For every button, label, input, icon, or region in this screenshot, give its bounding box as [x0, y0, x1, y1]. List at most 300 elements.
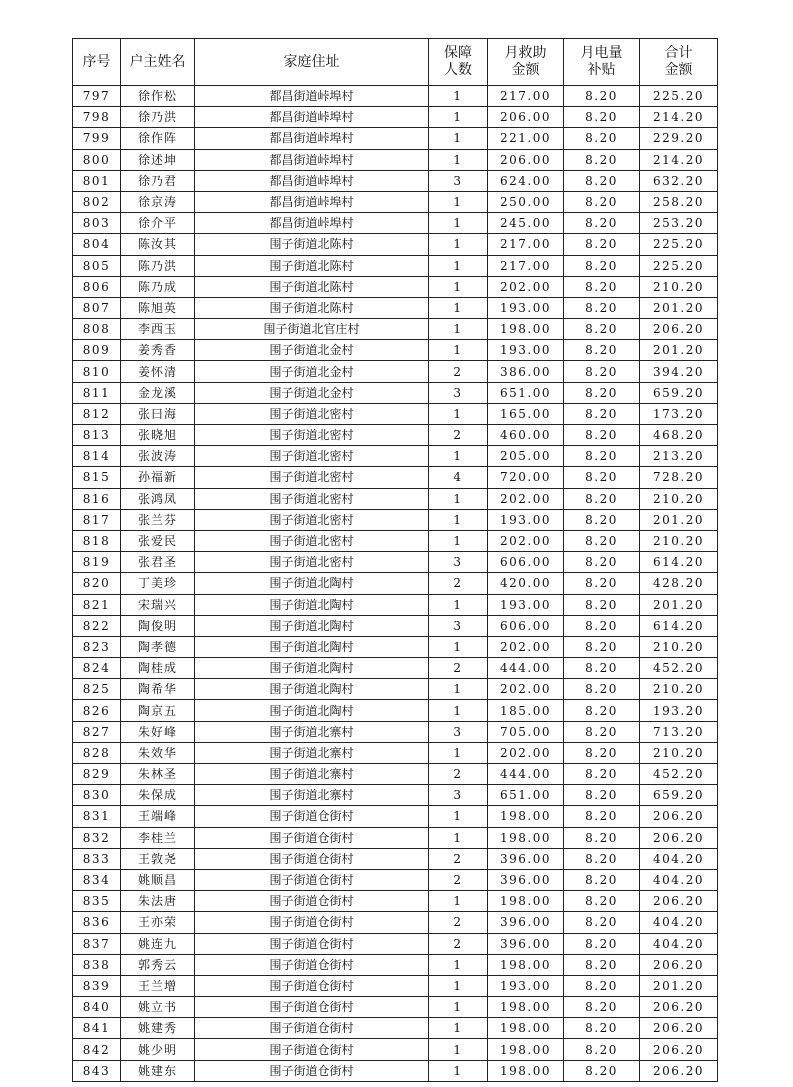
table-row — [73, 827, 718, 848]
cell-name: 陈汝其 — [121, 234, 195, 255]
cell-address: 围子街道北金村 — [195, 340, 429, 361]
cell-persons: 3 — [429, 721, 488, 742]
cell-name: 徐作阵 — [121, 128, 195, 149]
cell-total: 201.20 — [640, 297, 718, 318]
table-row — [73, 658, 718, 679]
table-row — [73, 446, 718, 467]
cell-total: 206.20 — [640, 1018, 718, 1039]
table-row — [73, 975, 718, 996]
cell-persons: 1 — [429, 403, 488, 424]
cell-name: 张晓旭 — [121, 425, 195, 446]
table-row — [73, 848, 718, 869]
cell-relief: 206.00 — [488, 107, 564, 128]
table-row — [73, 319, 718, 340]
cell-address: 围子街道仓街村 — [195, 933, 429, 954]
cell-total: 206.20 — [640, 891, 718, 912]
header-relief-line1: 月救助 — [504, 45, 547, 61]
cell-elec: 8.20 — [564, 806, 640, 827]
cell-persons: 1 — [429, 149, 488, 170]
cell-persons: 1 — [429, 86, 488, 107]
cell-address: 围子街道仓街村 — [195, 997, 429, 1018]
cell-total: 614.20 — [640, 552, 718, 573]
cell-total: 206.20 — [640, 319, 718, 340]
cell-elec: 8.20 — [564, 149, 640, 170]
cell-address: 围子街道北金村 — [195, 382, 429, 403]
cell-persons: 1 — [429, 954, 488, 975]
table-row — [73, 191, 718, 212]
cell-address: 围子街道仓街村 — [195, 912, 429, 933]
cell-address: 围子街道北金村 — [195, 361, 429, 382]
cell-address: 围子街道北陶村 — [195, 573, 429, 594]
cell-total: 452.20 — [640, 764, 718, 785]
table-row — [73, 997, 718, 1018]
cell-relief: 651.00 — [488, 785, 564, 806]
cell-persons: 1 — [429, 340, 488, 361]
cell-relief: 720.00 — [488, 467, 564, 488]
cell-relief: 651.00 — [488, 382, 564, 403]
cell-address: 围子街道北陈村 — [195, 255, 429, 276]
cell-seq: 803 — [73, 213, 121, 234]
header-total — [640, 39, 718, 86]
cell-relief: 420.00 — [488, 573, 564, 594]
cell-persons: 1 — [429, 975, 488, 996]
cell-elec: 8.20 — [564, 425, 640, 446]
cell-elec: 8.20 — [564, 954, 640, 975]
cell-persons: 3 — [429, 382, 488, 403]
cell-address: 围子街道北密村 — [195, 552, 429, 573]
cell-address: 都昌街道峠埠村 — [195, 213, 429, 234]
cell-total: 229.20 — [640, 128, 718, 149]
cell-name: 陈乃洪 — [121, 255, 195, 276]
cell-address: 围子街道北陶村 — [195, 615, 429, 636]
cell-total: 258.20 — [640, 191, 718, 212]
cell-elec: 8.20 — [564, 764, 640, 785]
cell-address: 围子街道仓街村 — [195, 1018, 429, 1039]
relief-table — [72, 38, 718, 1082]
cell-total: 210.20 — [640, 742, 718, 763]
cell-total: 404.20 — [640, 869, 718, 890]
cell-relief: 396.00 — [488, 912, 564, 933]
cell-name: 朱法唐 — [121, 891, 195, 912]
cell-persons: 1 — [429, 700, 488, 721]
cell-elec: 8.20 — [564, 297, 640, 318]
cell-relief: 705.00 — [488, 721, 564, 742]
table-row — [73, 403, 718, 424]
header-persons-line2: 人数 — [444, 62, 472, 78]
cell-name: 朱保成 — [121, 785, 195, 806]
cell-seq: 826 — [73, 700, 121, 721]
cell-seq: 817 — [73, 509, 121, 530]
cell-seq: 809 — [73, 340, 121, 361]
cell-total: 201.20 — [640, 975, 718, 996]
cell-seq: 838 — [73, 954, 121, 975]
cell-relief: 217.00 — [488, 255, 564, 276]
table-row — [73, 488, 718, 509]
cell-seq: 829 — [73, 764, 121, 785]
cell-elec: 8.20 — [564, 488, 640, 509]
header-row — [73, 39, 718, 86]
cell-total: 428.20 — [640, 573, 718, 594]
cell-total: 214.20 — [640, 149, 718, 170]
cell-relief: 193.00 — [488, 340, 564, 361]
cell-total: 201.20 — [640, 340, 718, 361]
cell-elec: 8.20 — [564, 615, 640, 636]
cell-name: 徐作松 — [121, 86, 195, 107]
cell-elec: 8.20 — [564, 679, 640, 700]
cell-name: 陈旭英 — [121, 297, 195, 318]
cell-elec: 8.20 — [564, 891, 640, 912]
cell-address: 都昌街道峠埠村 — [195, 149, 429, 170]
cell-persons: 1 — [429, 234, 488, 255]
cell-total: 201.20 — [640, 594, 718, 615]
cell-relief: 206.00 — [488, 149, 564, 170]
cell-address: 围子街道北陶村 — [195, 636, 429, 657]
cell-persons: 2 — [429, 361, 488, 382]
cell-persons: 2 — [429, 848, 488, 869]
cell-elec: 8.20 — [564, 446, 640, 467]
cell-seq: 815 — [73, 467, 121, 488]
cell-name: 张曰海 — [121, 403, 195, 424]
cell-seq: 836 — [73, 912, 121, 933]
cell-total: 210.20 — [640, 636, 718, 657]
table-row — [73, 806, 718, 827]
cell-total: 713.20 — [640, 721, 718, 742]
cell-relief: 245.00 — [488, 213, 564, 234]
cell-address: 围子街道北陶村 — [195, 679, 429, 700]
cell-total: 659.20 — [640, 382, 718, 403]
cell-elec: 8.20 — [564, 742, 640, 763]
table-row — [73, 721, 718, 742]
cell-name: 李西玉 — [121, 319, 195, 340]
table-row — [73, 128, 718, 149]
cell-name: 姚连九 — [121, 933, 195, 954]
cell-address: 围子街道北密村 — [195, 467, 429, 488]
cell-elec: 8.20 — [564, 86, 640, 107]
cell-elec: 8.20 — [564, 191, 640, 212]
cell-seq: 813 — [73, 425, 121, 446]
table-row — [73, 276, 718, 297]
cell-persons: 1 — [429, 319, 488, 340]
cell-relief: 250.00 — [488, 191, 564, 212]
cell-seq: 839 — [73, 975, 121, 996]
cell-persons: 1 — [429, 255, 488, 276]
cell-seq: 797 — [73, 86, 121, 107]
header-address-label: 家庭住址 — [283, 53, 340, 70]
cell-name: 陶桂成 — [121, 658, 195, 679]
cell-total: 659.20 — [640, 785, 718, 806]
cell-elec: 8.20 — [564, 933, 640, 954]
cell-relief: 198.00 — [488, 891, 564, 912]
cell-elec: 8.20 — [564, 573, 640, 594]
cell-elec: 8.20 — [564, 234, 640, 255]
table-row — [73, 700, 718, 721]
cell-seq: 828 — [73, 742, 121, 763]
cell-address: 都昌街道峠埠村 — [195, 191, 429, 212]
table-row — [73, 1018, 718, 1039]
header-relief-line2: 金额 — [511, 62, 540, 78]
cell-name: 姚少明 — [121, 1039, 195, 1060]
cell-persons: 1 — [429, 742, 488, 763]
cell-persons: 1 — [429, 276, 488, 297]
cell-seq: 825 — [73, 679, 121, 700]
cell-persons: 2 — [429, 869, 488, 890]
cell-seq: 814 — [73, 446, 121, 467]
cell-elec: 8.20 — [564, 467, 640, 488]
cell-persons: 2 — [429, 912, 488, 933]
table-row — [73, 1039, 718, 1060]
cell-seq: 837 — [73, 933, 121, 954]
cell-relief: 198.00 — [488, 1060, 564, 1081]
cell-seq: 819 — [73, 552, 121, 573]
cell-persons: 1 — [429, 297, 488, 318]
cell-persons: 1 — [429, 191, 488, 212]
cell-name: 陶孝德 — [121, 636, 195, 657]
cell-total: 225.20 — [640, 234, 718, 255]
table-row — [73, 933, 718, 954]
cell-address: 围子街道北密村 — [195, 509, 429, 530]
header-persons-line1: 保障 — [444, 45, 472, 61]
cell-relief: 193.00 — [488, 594, 564, 615]
cell-seq: 802 — [73, 191, 121, 212]
table-row — [73, 234, 718, 255]
header-seq — [73, 39, 121, 86]
cell-elec: 8.20 — [564, 594, 640, 615]
cell-seq: 806 — [73, 276, 121, 297]
cell-total: 452.20 — [640, 658, 718, 679]
cell-relief: 444.00 — [488, 764, 564, 785]
table-row — [73, 594, 718, 615]
cell-seq: 821 — [73, 594, 121, 615]
table-row — [73, 1060, 718, 1081]
cell-elec: 8.20 — [564, 848, 640, 869]
header-total-line1: 合计 — [664, 45, 693, 61]
cell-name: 张君圣 — [121, 552, 195, 573]
cell-elec: 8.20 — [564, 721, 640, 742]
table-row — [73, 255, 718, 276]
table-row — [73, 764, 718, 785]
cell-address: 围子街道北寨村 — [195, 785, 429, 806]
cell-name: 徐介平 — [121, 213, 195, 234]
cell-relief: 221.00 — [488, 128, 564, 149]
cell-name: 徐乃洪 — [121, 107, 195, 128]
cell-total: 404.20 — [640, 933, 718, 954]
cell-name: 丁美珍 — [121, 573, 195, 594]
table-row — [73, 509, 718, 530]
cell-total: 728.20 — [640, 467, 718, 488]
cell-seq: 800 — [73, 149, 121, 170]
cell-name: 金龙溪 — [121, 382, 195, 403]
cell-total: 614.20 — [640, 615, 718, 636]
cell-relief: 202.00 — [488, 530, 564, 551]
table-row — [73, 297, 718, 318]
document-page — [72, 38, 717, 1082]
cell-seq: 808 — [73, 319, 121, 340]
cell-relief: 198.00 — [488, 1039, 564, 1060]
cell-name: 王敦尧 — [121, 848, 195, 869]
cell-seq: 816 — [73, 488, 121, 509]
cell-relief: 193.00 — [488, 509, 564, 530]
cell-name: 张爱民 — [121, 530, 195, 551]
cell-seq: 834 — [73, 869, 121, 890]
table-row — [73, 361, 718, 382]
cell-total: 632.20 — [640, 170, 718, 191]
cell-name: 王端峰 — [121, 806, 195, 827]
header-relief — [488, 39, 564, 86]
cell-persons: 2 — [429, 425, 488, 446]
cell-address: 围子街道北密村 — [195, 425, 429, 446]
cell-name: 张鸿凤 — [121, 488, 195, 509]
cell-total: 206.20 — [640, 806, 718, 827]
cell-elec: 8.20 — [564, 785, 640, 806]
cell-total: 214.20 — [640, 107, 718, 128]
cell-name: 孙福新 — [121, 467, 195, 488]
cell-seq: 831 — [73, 806, 121, 827]
table-row — [73, 891, 718, 912]
cell-relief: 198.00 — [488, 1018, 564, 1039]
cell-address: 围子街道北密村 — [195, 530, 429, 551]
cell-elec: 8.20 — [564, 403, 640, 424]
cell-seq: 843 — [73, 1060, 121, 1081]
cell-address: 围子街道北寨村 — [195, 742, 429, 763]
header-name — [121, 39, 195, 86]
cell-persons: 1 — [429, 594, 488, 615]
cell-elec: 8.20 — [564, 170, 640, 191]
cell-seq: 812 — [73, 403, 121, 424]
cell-total: 173.20 — [640, 403, 718, 424]
cell-relief: 198.00 — [488, 319, 564, 340]
cell-elec: 8.20 — [564, 1018, 640, 1039]
cell-elec: 8.20 — [564, 636, 640, 657]
cell-total: 206.20 — [640, 954, 718, 975]
header-elec — [564, 39, 640, 86]
cell-elec: 8.20 — [564, 997, 640, 1018]
cell-seq: 805 — [73, 255, 121, 276]
cell-persons: 1 — [429, 679, 488, 700]
cell-elec: 8.20 — [564, 509, 640, 530]
table-row — [73, 86, 718, 107]
cell-elec: 8.20 — [564, 827, 640, 848]
cell-persons: 3 — [429, 170, 488, 191]
cell-seq: 823 — [73, 636, 121, 657]
header-elec-line1: 月电量 — [580, 45, 623, 61]
cell-relief: 624.00 — [488, 170, 564, 191]
cell-total: 206.20 — [640, 1060, 718, 1081]
cell-seq: 830 — [73, 785, 121, 806]
cell-address: 围子街道北陈村 — [195, 276, 429, 297]
cell-seq: 801 — [73, 170, 121, 191]
cell-persons: 2 — [429, 933, 488, 954]
cell-total: 210.20 — [640, 530, 718, 551]
cell-persons: 1 — [429, 446, 488, 467]
cell-total: 213.20 — [640, 446, 718, 467]
cell-relief: 396.00 — [488, 848, 564, 869]
cell-total: 206.20 — [640, 997, 718, 1018]
cell-name: 宋瑞兴 — [121, 594, 195, 615]
cell-persons: 1 — [429, 530, 488, 551]
cell-address: 围子街道北陶村 — [195, 594, 429, 615]
cell-elec: 8.20 — [564, 276, 640, 297]
cell-name: 姜秀香 — [121, 340, 195, 361]
table-row — [73, 382, 718, 403]
cell-total: 394.20 — [640, 361, 718, 382]
cell-total: 206.20 — [640, 827, 718, 848]
cell-total: 210.20 — [640, 276, 718, 297]
cell-elec: 8.20 — [564, 340, 640, 361]
cell-total: 193.20 — [640, 700, 718, 721]
cell-seq: 827 — [73, 721, 121, 742]
cell-address: 围子街道仓街村 — [195, 891, 429, 912]
table-row — [73, 467, 718, 488]
cell-relief: 606.00 — [488, 552, 564, 573]
cell-elec: 8.20 — [564, 530, 640, 551]
cell-total: 201.20 — [640, 509, 718, 530]
cell-address: 围子街道北密村 — [195, 446, 429, 467]
cell-name: 徐京涛 — [121, 191, 195, 212]
cell-address: 围子街道北陶村 — [195, 700, 429, 721]
cell-relief: 193.00 — [488, 297, 564, 318]
cell-elec: 8.20 — [564, 975, 640, 996]
table-row — [73, 615, 718, 636]
table-row — [73, 552, 718, 573]
cell-total: 206.20 — [640, 1039, 718, 1060]
cell-elec: 8.20 — [564, 700, 640, 721]
cell-seq: 798 — [73, 107, 121, 128]
cell-persons: 3 — [429, 785, 488, 806]
header-name-label: 户主姓名 — [129, 53, 186, 70]
cell-name: 陶希华 — [121, 679, 195, 700]
cell-relief: 202.00 — [488, 276, 564, 297]
cell-name: 姚建东 — [121, 1060, 195, 1081]
cell-elec: 8.20 — [564, 869, 640, 890]
table-row — [73, 573, 718, 594]
cell-seq: 833 — [73, 848, 121, 869]
cell-seq: 804 — [73, 234, 121, 255]
cell-relief: 606.00 — [488, 615, 564, 636]
cell-elec: 8.20 — [564, 382, 640, 403]
cell-seq: 842 — [73, 1039, 121, 1060]
cell-seq: 818 — [73, 530, 121, 551]
cell-relief: 198.00 — [488, 827, 564, 848]
cell-persons: 1 — [429, 636, 488, 657]
header-address — [195, 39, 429, 86]
cell-persons: 1 — [429, 107, 488, 128]
cell-address: 围子街道仓街村 — [195, 806, 429, 827]
cell-seq: 835 — [73, 891, 121, 912]
header-total-line2: 金额 — [664, 62, 693, 78]
cell-seq: 811 — [73, 382, 121, 403]
cell-relief: 460.00 — [488, 425, 564, 446]
cell-name: 姚顺昌 — [121, 869, 195, 890]
cell-relief: 444.00 — [488, 658, 564, 679]
cell-name: 张波涛 — [121, 446, 195, 467]
cell-elec: 8.20 — [564, 1039, 640, 1060]
cell-elec: 8.20 — [564, 128, 640, 149]
cell-address: 围子街道仓街村 — [195, 848, 429, 869]
cell-relief: 185.00 — [488, 700, 564, 721]
cell-address: 都昌街道峠埠村 — [195, 170, 429, 191]
cell-persons: 1 — [429, 1039, 488, 1060]
table-row — [73, 149, 718, 170]
table-row — [73, 340, 718, 361]
cell-seq: 799 — [73, 128, 121, 149]
cell-name: 陶京五 — [121, 700, 195, 721]
table-row — [73, 425, 718, 446]
table-row — [73, 954, 718, 975]
cell-address: 围子街道仓街村 — [195, 827, 429, 848]
cell-seq: 807 — [73, 297, 121, 318]
cell-persons: 1 — [429, 213, 488, 234]
cell-address: 都昌街道峠埠村 — [195, 107, 429, 128]
